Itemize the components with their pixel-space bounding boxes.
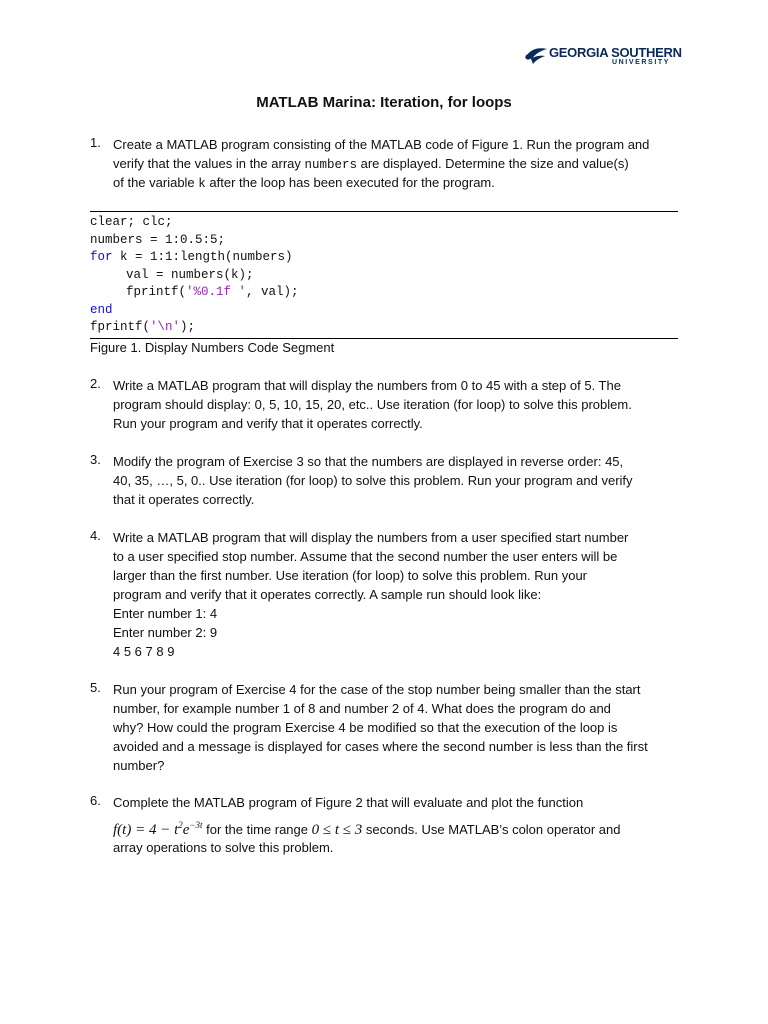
exercise-text — [113, 680, 683, 775]
code-string: '\n' — [150, 320, 181, 334]
text-line: array operations to solve this problem. — [113, 840, 334, 855]
code-line — [90, 302, 678, 320]
sample-output-line: Enter number 2: 9 — [113, 625, 218, 640]
code-string: '%0.1f ' — [186, 285, 247, 299]
text-line: Write a MATLAB program that will display the numbers from a user specified start number — [113, 530, 629, 545]
text-line: avoided and a message is displayed for cases where the second number is less than the first — [113, 739, 648, 754]
function-equation: $f(t) = 4 - t^2e^{-3t}$ — [113, 820, 203, 838]
text-line: Complete the MATLAB program of Figure 2 that will evaluate and plot the function — [113, 795, 584, 810]
logo-subtitle: UNIVERSITY — [612, 59, 671, 66]
text-line: Modify the program of Exercise 3 so that the numbers are displayed in reverse order: 45, — [113, 454, 624, 469]
text-line: 40, 35, …, 5, 0.. Use iteration (for loop) to solve this problem. Run your program and verify — [113, 473, 633, 488]
code-line: fprintf('%0.1f ', val); — [126, 285, 299, 299]
exercise-number: 1. — [90, 135, 101, 150]
exercise-number: 6. — [90, 793, 101, 808]
logo-title: GEORGIA SOUTHERN — [549, 45, 682, 60]
text-line: larger than the first number. Use iteration (for loop) to solve this problem. Run your — [113, 568, 587, 583]
exercise-text — [113, 528, 683, 661]
text-line: Write a MATLAB program that will display the numbers from 0 to 45 with a step of 5. The — [113, 378, 621, 393]
code-listing — [90, 211, 678, 339]
text-line: to a user specified stop number. Assume that the second number the user enters will be — [113, 549, 618, 564]
text-line: number, for example number 1 of 8 and number 2 of 4. What does the program do and — [113, 701, 611, 716]
university-logo — [524, 44, 682, 70]
text-line: that it operates correctly. — [113, 492, 255, 507]
code-line: clear; clc; — [90, 215, 173, 229]
text-line: program should display: 0, 5, 10, 15, 20, etc.. Use iteration (for loop) to solve this problem. — [113, 397, 632, 412]
exercise-text — [113, 376, 683, 433]
text-line: Run your program of Exercise 4 for the case of the stop number being smaller than the start — [113, 682, 641, 697]
text-line: why? How could the program Exercise 4 be modified so that the execution of the loop is — [113, 720, 618, 735]
text-line: program and verify that it operates correctly. A sample run should look like: — [113, 587, 542, 602]
text-line: Create a MATLAB program consisting of the MATLAB code of Figure 1. Run the program and — [113, 137, 650, 152]
sample-output-line: 4 5 6 7 8 9 — [113, 644, 175, 659]
exercise-text — [113, 793, 683, 857]
text-line: verify that the values in the array numbers are displayed. Determine the size and value(s) — [113, 156, 629, 172]
exercise-number: 3. — [90, 452, 101, 467]
time-range: 0 ≤ t ≤ 3 — [311, 822, 363, 838]
text-line: of the variable k after the loop has been executed for the program. — [113, 175, 495, 191]
code-line: fprintf('\n'); — [90, 320, 196, 334]
text-line: number? — [113, 758, 165, 773]
exercise-text — [113, 135, 683, 192]
code-keyword: for — [90, 250, 113, 264]
exercise-number: 5. — [90, 680, 101, 695]
figure-caption: Figure 1. Display Numbers Code Segment — [90, 340, 335, 355]
code-line: numbers = 1:0.5:5; — [90, 232, 226, 247]
exercise-text — [113, 452, 683, 509]
equation-line: $f(t) = 4 - t^2e^{-3t}$ for the time range 0 ≤ t ≤ 3 seconds. Use MATLAB’s colon operator and — [113, 820, 621, 838]
code-line: for k = 1:1:length(numbers) — [90, 250, 293, 264]
eagle-logo-icon — [524, 46, 548, 66]
text-line: Run your program and verify that it operates correctly. — [113, 416, 423, 431]
exercise-number: 4. — [90, 528, 101, 543]
code-line: val = numbers(k); — [126, 267, 254, 282]
exercise-number: 2. — [90, 376, 101, 391]
page-title: MATLAB Marina: Iteration, for loops — [256, 94, 512, 111]
sample-output-line: Enter number 1: 4 — [113, 606, 218, 621]
code-keyword: end — [90, 302, 113, 317]
